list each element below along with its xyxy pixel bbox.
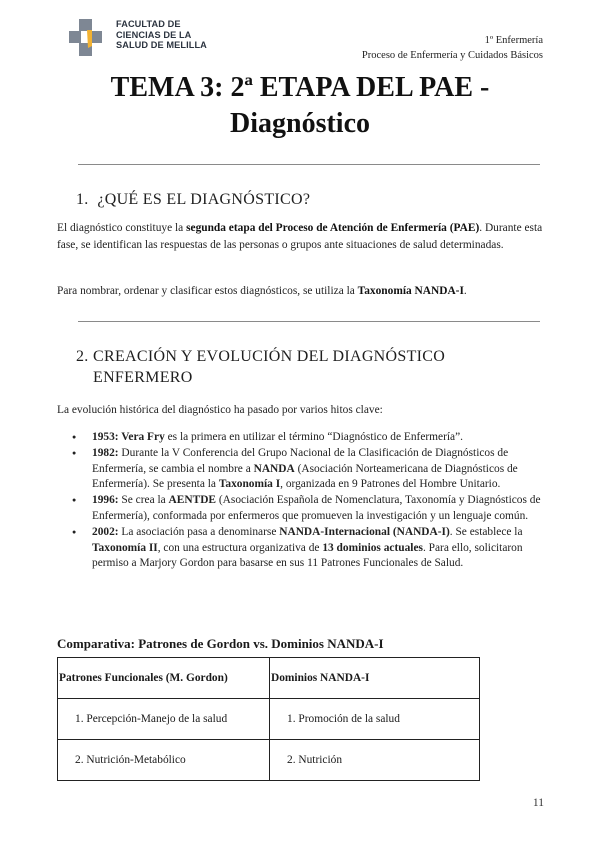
table-cell: 1. Percepción-Manejo de la salud (58, 699, 270, 740)
divider (78, 164, 540, 165)
title-line-1: TEMA 3: 2ª ETAPA DEL PAE - (110, 72, 490, 103)
divider (78, 321, 540, 322)
section-1-paragraph-2: Para nombrar, ordenar y clasificar estos diagnósticos, se utiliza la Taxonomía NANDA-I. (57, 285, 467, 297)
page-number: 11 (532, 797, 544, 809)
title-line-2: Diagnóstico (230, 108, 370, 139)
table-title: Comparativa: Patrones de Gordon vs. Dominios NANDA-I (57, 636, 384, 651)
section-1-title: ¿QUÉ ES EL DIAGNÓSTICO? (97, 191, 311, 208)
header-course-info (362, 34, 543, 63)
logo-line-1: FACULTAD DE (116, 19, 181, 29)
logo-line-2: CIENCIAS DE LA (116, 29, 192, 40)
section-1-heading (76, 189, 310, 210)
section-2-intro: La evolución histórica del diagnóstico ha pasado por varios hitos clave: (57, 404, 383, 416)
table-cell: 2. Nutrición (270, 740, 480, 781)
table-header-gordon: Patrones Funcionales (M. Gordon) (58, 658, 270, 699)
section-1-paragraph-1: El diagnóstico constituye la segunda etapa del Proceso de Atención de Enfermería (PAE). Durante esta fase, se identifican las respuestas de las personas o grupos ante situaciones de salud determinadas. (57, 222, 543, 251)
table-row (58, 699, 480, 740)
course-label: 1º Enfermería (484, 35, 543, 46)
table-cell: 1. Promoción de la salud (270, 699, 480, 740)
comparison-table (57, 657, 480, 781)
subject-label: Proceso de Enfermería y Cuidados Básicos (361, 49, 543, 61)
section-2-heading (76, 346, 445, 388)
table-header-nanda: Dominios NANDA-I (270, 658, 480, 699)
table-cell: 2. Nutrición-Metabólico (58, 740, 270, 781)
section-2-title-line-1: CREACIÓN Y EVOLUCIÓN DEL DIAGNÓSTICO (93, 348, 446, 365)
section-2-number: 2. (76, 348, 89, 365)
logo-line-3: SALUD DE MELILLA (116, 40, 207, 51)
section-1-number: 1. (76, 191, 89, 208)
list-item: ● 2002: La asociación pasa a denominarse NANDA-Internacional (NANDA-I). Se establece la Taxonomía II, con una estructura organizativa de 13 dominios actuales. Para ello, solicitaron permiso a Marjory Gordon para basarse en sus 11 Patrones Funcionales de Salud. (92, 525, 543, 572)
table-row (58, 740, 480, 781)
section-2-title-line-2: ENFERMERO (93, 369, 193, 386)
page-title (60, 70, 540, 142)
table-header-row (58, 658, 480, 699)
logo-wordmark (116, 19, 207, 51)
milestones-list (57, 430, 543, 572)
list-item: ● 1996: Se crea la AENTDE (Asociación Española de Nomenclatura, Taxonomía y Diagnósticos de Enfermería), conformada por enfermeros que promueven la investigación y un lenguaje común. (92, 493, 543, 525)
list-item: ● 1982: Durante la V Conferencia del Grupo Nacional de la Clasificación de Diagnósticos de Enfermería, se cambia el nombre a NANDA (Asociación Norteamericana de Diagnósticos de Enfermería). Se presenta la Taxonomía I, organizada en 9 Patrones del Hombre Unitario. (92, 446, 543, 493)
list-item: ● 1953: Vera Fry es la primera en utilizar el término “Diagnóstico de Enfermería”. (92, 430, 543, 446)
